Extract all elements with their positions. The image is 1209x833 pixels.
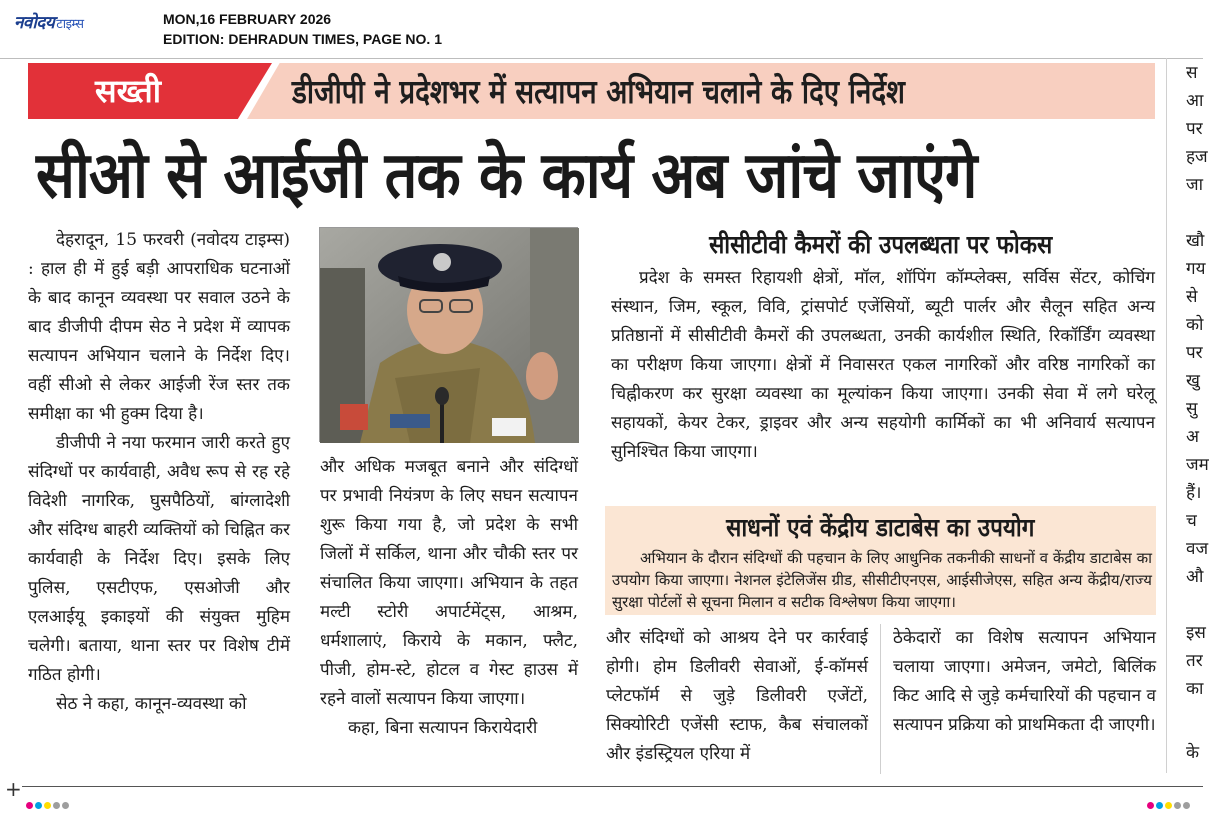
article-column-3 [606, 624, 868, 774]
registration-dot-icon [44, 802, 51, 809]
dgp-photo [319, 227, 578, 442]
main-headline: सीओ से आईजी तक के कार्य अब जांचे जाएंगे [36, 139, 977, 213]
edge-fragment: औ [1186, 567, 1204, 587]
article-column-2 [320, 453, 578, 771]
header-divider [0, 58, 1203, 59]
edition-info [163, 9, 442, 49]
article-paragraph: और अधिक मजबूत बनाने और संदिग्धों पर प्रभावी नियंत्रण के लिए सघन सत्यापन शुरू किया गया है, जो प्रदेश के सभी जिलों में सर्किल, थाना और चौकी स्तर पर संचालित किया जाएगा। अभियान के तहत मल्टी स्टोरी अपार्टमेंट्स, आश्रम, धर्मशालाएं, किराये के मकान, फ्लैट, पीजी, होम-स्टे, होटल व गेस्ट हाउस में रहने वालों सत्यापन किया जाएगा। [320, 457, 578, 709]
logo-main-text: नवोदय [14, 13, 55, 33]
edge-fragment: तर [1186, 651, 1203, 671]
edge-fragment: हैं। [1186, 483, 1202, 503]
edge-fragment: च [1186, 511, 1197, 531]
article-column-4 [893, 624, 1156, 774]
edge-fragment: वज [1186, 539, 1209, 559]
edge-fragment: स [1186, 63, 1198, 83]
footer-rule [22, 786, 1203, 787]
article-paragraph: देहरादून, 15 फरवरी (नवोदय टाइम्स) : हाल ही में हुई बड़ी आपराधिक घटनाओं के बाद कानून व्यवस्था पर सवाल उठने के बाद डीजीपी दीपम सेठ ने प्रदेश में व्यापक सत्यापन अभियान चलाने के निर्देश दिए। वहीं सीओ से लेकर आईजी रेंज स्तर तक समीक्षा का भी हुक्म दिया है। [28, 230, 290, 424]
edge-fragment: सु [1186, 399, 1198, 419]
edge-fragment: खु [1186, 371, 1200, 391]
registration-dot-icon [26, 802, 33, 809]
article-paragraph: डीजीपी ने नया फरमान जारी करते हुए संदिग्धों पर कार्यवाही, अवैध रूप से रह रहे विदेशी नागरिक, घुसपैठियों, बांग्लादेशी और संदिग्ध बाहरी व्यक्तियों को चिह्नित कर कार्यवाही के निर्देश दिए। इसके लिए पुलिस, एसटीएफ, एसओजी और एलआईयू इकाइयों की संयुक्त मुहिम चलेगी। बताया, थाना स्तर पर विशेष टीमें गठित होगी। [28, 433, 290, 685]
edge-column-divider [1166, 58, 1167, 773]
registration-dot-icon [62, 802, 69, 809]
registration-dot-icon [1165, 802, 1172, 809]
edge-fragment: का [1186, 679, 1204, 699]
logo-sub-text: टाइम्स [56, 17, 84, 32]
registration-dot-icon [1174, 802, 1181, 809]
officer-photo-illustration [320, 228, 579, 443]
crop-mark-icon: + [5, 777, 22, 801]
edge-fragment: पर [1186, 119, 1203, 139]
edge-fragment: को [1186, 315, 1204, 335]
cctv-subheading [606, 228, 1156, 262]
edge-fragment: इस [1186, 623, 1206, 643]
article-column-1 [28, 226, 290, 771]
registration-dot-icon [1183, 802, 1190, 809]
cctv-subheading-text: सीसीटीवी कैमरों की उपलब्धता पर फोकस [709, 230, 1053, 259]
edge-fragment: खौ [1186, 231, 1205, 251]
registration-dots-left [26, 794, 71, 802]
adjacent-story-fragment [1170, 0, 1209, 833]
edge-fragment: अ [1186, 427, 1199, 447]
registration-dot-icon [53, 802, 60, 809]
database-body-text: अभियान के दौरान संदिग्धों की पहचान के लिए आधुनिक तकनीकी साधनों व केंद्रीय डाटाबेस का उपयोग किया जाएगा। नेशनल इंटेलिजेंस ग्रीड, सीसीटीएनएस, आईसीजेएस, सहित अन्य केंद्रीय/राज्य सुरक्षा पोर्टलों से सूचना मिलान व सटीक विश्लेषण किया जाएगा। [612, 549, 1152, 611]
kicker-label: सख्ती [94, 72, 162, 110]
registration-dot-icon [1147, 802, 1154, 809]
registration-dots-right [1147, 794, 1192, 802]
database-subheading [605, 510, 1156, 546]
database-subheading-text: साधनों एवं केंद्रीय डाटाबेस का उपयोग [726, 513, 1035, 542]
edge-fragment: जम [1186, 455, 1209, 475]
edge-fragment: गय [1186, 259, 1206, 279]
registration-dot-icon [35, 802, 42, 809]
article-paragraph: कहा, बिना सत्यापन किरायेदारी [348, 718, 538, 738]
edition-line: EDITION: DEHRADUN TIMES, PAGE NO. 1 [163, 31, 442, 47]
article-paragraph: और संदिग्धों को आश्रय देने पर कार्रवाई होगी। होम डिलीवरी सेवाओं, ई-कॉमर्स प्लेटफॉर्म से जुड़े डिलीवरी एजेंटों, सिक्योरिटी एजेंसी स्टाफ, कैब संचालकों और इंडस्ट्रियल एरिया में [606, 628, 868, 764]
article-paragraph: ठेकेदारों का विशेष सत्यापन अभियान चलाया जाएगा। अमेजन, जमेटो, बिलिंक किट आदि से जुड़े कर्मचारियों की पहचान व सत्यापन प्रक्रिया को प्राथमिकता दी जाएगी। [893, 628, 1156, 735]
edge-fragment: जा [1186, 175, 1204, 195]
edge-fragment: के [1186, 743, 1200, 763]
kicker-title: डीजीपी ने प्रदेशभर में सत्यापन अभियान चलाने के दिए निर्देश [292, 72, 905, 111]
edge-fragment: हज [1186, 147, 1208, 167]
edge-fragment: पर [1186, 343, 1203, 363]
registration-dot-icon [1156, 802, 1163, 809]
edge-fragment: से [1186, 287, 1198, 307]
page-header [0, 0, 1203, 58]
column-divider [880, 624, 881, 774]
cctv-body-text: प्रदेश के समस्त रिहायशी क्षेत्रों, मॉल, शॉपिंग कॉम्प्लेक्स, सर्विस सेंटर, कोचिंग संस्थान, जिम, स्कूल, विवि, ट्रांसपोर्ट एजेंसियों, ब्यूटी पार्लर और सैलून सहित अन्य प्रतिष्ठानों में सीसीटीवी कैमरों की उपलब्धता, उनकी कार्यशील स्थिति, रिकॉर्डिंग व्यवस्था का परीक्षण किया जाएगा। क्षेत्रों में निवासरत एकल नागरिकों और वरिष्ठ नागरिकों का चिह्नीकरण कर सुरक्षा व्यवस्था का मूल्यांकन किया जाएगा। उनकी सेवा में लगे घरेलू सहायकों, केयर टेकर, ड्राइवर और अन्य सहयोगी कार्मिकों का भी अनिवार्य सत्यापन सुनिश्चित किया जाएगा। [611, 268, 1155, 462]
edge-fragment: आ [1186, 91, 1204, 111]
newspaper-logo [14, 10, 84, 33]
date-line: MON,16 FEBRUARY 2026 [163, 11, 332, 27]
article-paragraph: सेठ ने कहा, कानून-व्यवस्था को [56, 694, 247, 714]
